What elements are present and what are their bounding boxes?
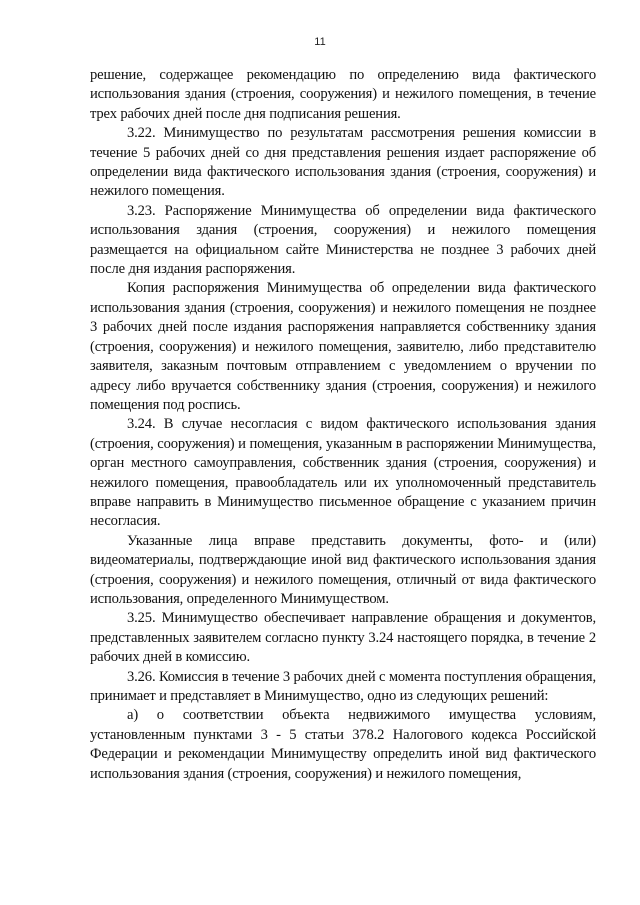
paragraph-copy-order: Копия распоряжения Минимущества об определении вида фактического использования здания (строения, сооружения) и нежилого помещения не позднее 3 рабочих дней после издания распоряжения направляется собственнику здания (строения, сооружения) и нежилого помещения, заявителю, либо представителю заявителя, заказным почтовым отправлением с уведомлением о вручении по адресу либо вручается собственнику здания (строения, сооружения) и нежилого помещения под роспись. [90,280,596,413]
paragraph-3-22: 3.22. Минимущество по результатам рассмотрения решения комиссии в течение 5 рабочих дней со дня представления решения издает распоряжение об определении вида фактического использования здания (строения, сооружения) и нежилого помещения. [90,125,596,200]
paragraph-item-a: а) о соответствии объекта недвижимого имущества условиям, установленным пунктами 3 - 5 статьи 378.2 Налогового кодекса Российской Федерации и рекомендации Минимуществу определить иной вид фактического использования здания (строения, сооружения) и нежилого помещения, [90,707,596,782]
paragraph-continuation: решение, содержащее рекомендацию по определению вида фактического использования здания (строения, сооружения) и нежилого помещения, в течение трех рабочих дней после дня подписания решения. [90,67,596,122]
paragraph-3-26: 3.26. Комиссия в течение 3 рабочих дней с момента поступления обращения, принимает и представляет в Минимущество, одно из следующих решений: [90,668,596,704]
paragraph-3-25: 3.25. Минимущество обеспечивает направление обращения и документов, представленных заявителем согласно пункту 3.24 настоящего порядка, в течение 2 рабочих дней в комиссию. [90,610,596,666]
paragraph-documents: Указанные лица вправе представить документы, фото- и (или) видеоматериалы, подтверждающие иной вид фактического использования здания (строения, сооружения) и нежилого помещения, отличный от вида фактического использования, определенного Минимуществом. [90,532,596,607]
document-body [90,66,596,784]
paragraph-3-23: 3.23. Распоряжение Минимущества об определении вида фактического использования здания (строения, сооружения) и нежилого помещения размещается на официальном сайте Министерства не позднее 3 рабочих дней после дня издания распоряжения. [90,202,596,278]
page-number: 11 [314,36,326,48]
paragraph-3-24: 3.24. В случае несогласия с видом фактического использования здания (строения, сооружения) и помещения, указанным в распоряжении Минимущества, орган местного самоуправления, собственник здания (строения, сооружения) и нежилого помещения, правообладатель или их уполномоченный представитель вправе направить в Минимущество письменное обращение с указанием причин несогласия. [90,416,596,530]
